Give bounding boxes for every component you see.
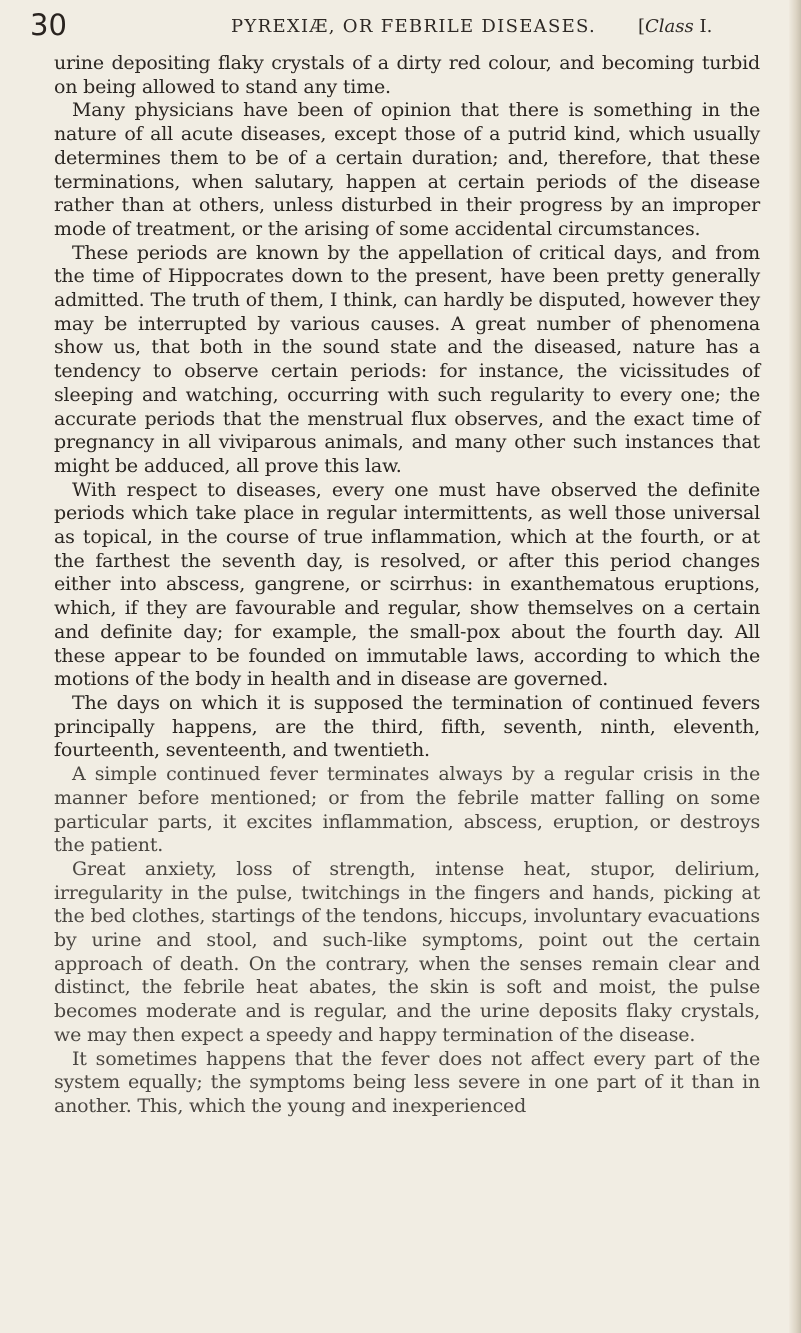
- paragraph-definite-periods: With respect to diseases, every one must have observed the definite periods which take place in regular intermittents, as well those universal as topical, in the course of true inflammation, which at the fourth, or at the farthest the seventh day, is resolved, or after this period changes either into abscess, gangrene, or scirrhus: in exanthematous eruptions, which, if they are favourable and regular, show themselves on a certain and definite day; for example, the small-pox about the fourth day. All these appear to be founded on immutable laws, according to which the motions of the body in health and in disease are governed.: [54, 478, 760, 691]
- paragraph-termination-days: The days on which it is supposed the termination of continued fevers principally happens, are the third, fifth, seventh, ninth, eleventh, fourteenth, seventeenth, and twentieth.: [54, 691, 760, 762]
- paragraph-acute-diseases: Many physicians have been of opinion that there is something in the nature of all acute diseases, except those of a putrid kind, which usually determines them to be of a certain duration; and, therefore, that these terminations, when salutary, happen at certain periods of the disease rather than at others, unless disturbed in their progress by an improper mode of treatment, or the arising of some accidental circumstances.: [54, 99, 760, 240]
- class-word: Class: [645, 16, 694, 37]
- paragraph-symptoms-of-death: Great anxiety, loss of strength, intense heat, stupor, delirium, irregularity in the pulse, twitchings in the fingers and hands, picking at the bed clothes, startings of the tendons, hiccups, involuntary evacuations by urine and stool, and such-like symptoms, point out the certain approach of death. On the contrary, when the senses remain clear and distinct, the febrile heat abates, the skin is soft and moist, the pulse becomes moderate and is regular, and the urine deposits flaky crystals, we may then expect a speedy and happy termination of the disease.: [54, 857, 760, 1046]
- paragraph-critical-days: These periods are known by the appellation of critical days, and from the time of Hippocrates down to the present, have been pretty generally admitted. The truth of them, I think, can hardly be disputed, however they may be interrupted by various causes. A great number of phenomena show us, that both in the sound state and the diseased, nature has a tendency to observe certain periods: for instance, the vicissitudes of sleeping and watching, occurring with such regularity to every one; the accurate periods that the menstrual flux observes, and the exact time of pregnancy in all viviparous animals, and many other such instances that might be adduced, all prove this law.: [54, 241, 760, 477]
- page-header: [30, 8, 770, 48]
- class-label: [638, 16, 712, 37]
- class-bracket: [: [638, 16, 646, 37]
- page-number: 30: [30, 8, 67, 42]
- paragraph-continuation: urine depositing flaky crystals of a dirty red colour, and becoming turbid on being allowed to stand any time.: [54, 52, 760, 98]
- running-title: PYREXIÆ, OR FEBRILE DISEASES.: [231, 16, 597, 37]
- paragraph-unequal-fever: It sometimes happens that the fever does not affect every part of the system equally; the symptoms being less severe in one part of it than in another. This, which the young and inexperienced: [54, 1047, 760, 1117]
- page-edge-shadow: [789, 0, 801, 1333]
- paragraph-simple-fever: A simple continued fever terminates always by a regular crisis in the manner before mentioned; or from the febrile matter falling on some particular parts, it excites inflammation, abscess, eruption, or destroys the patient.: [54, 763, 760, 857]
- body-text: [54, 52, 760, 1119]
- class-numeral: I.: [693, 16, 713, 37]
